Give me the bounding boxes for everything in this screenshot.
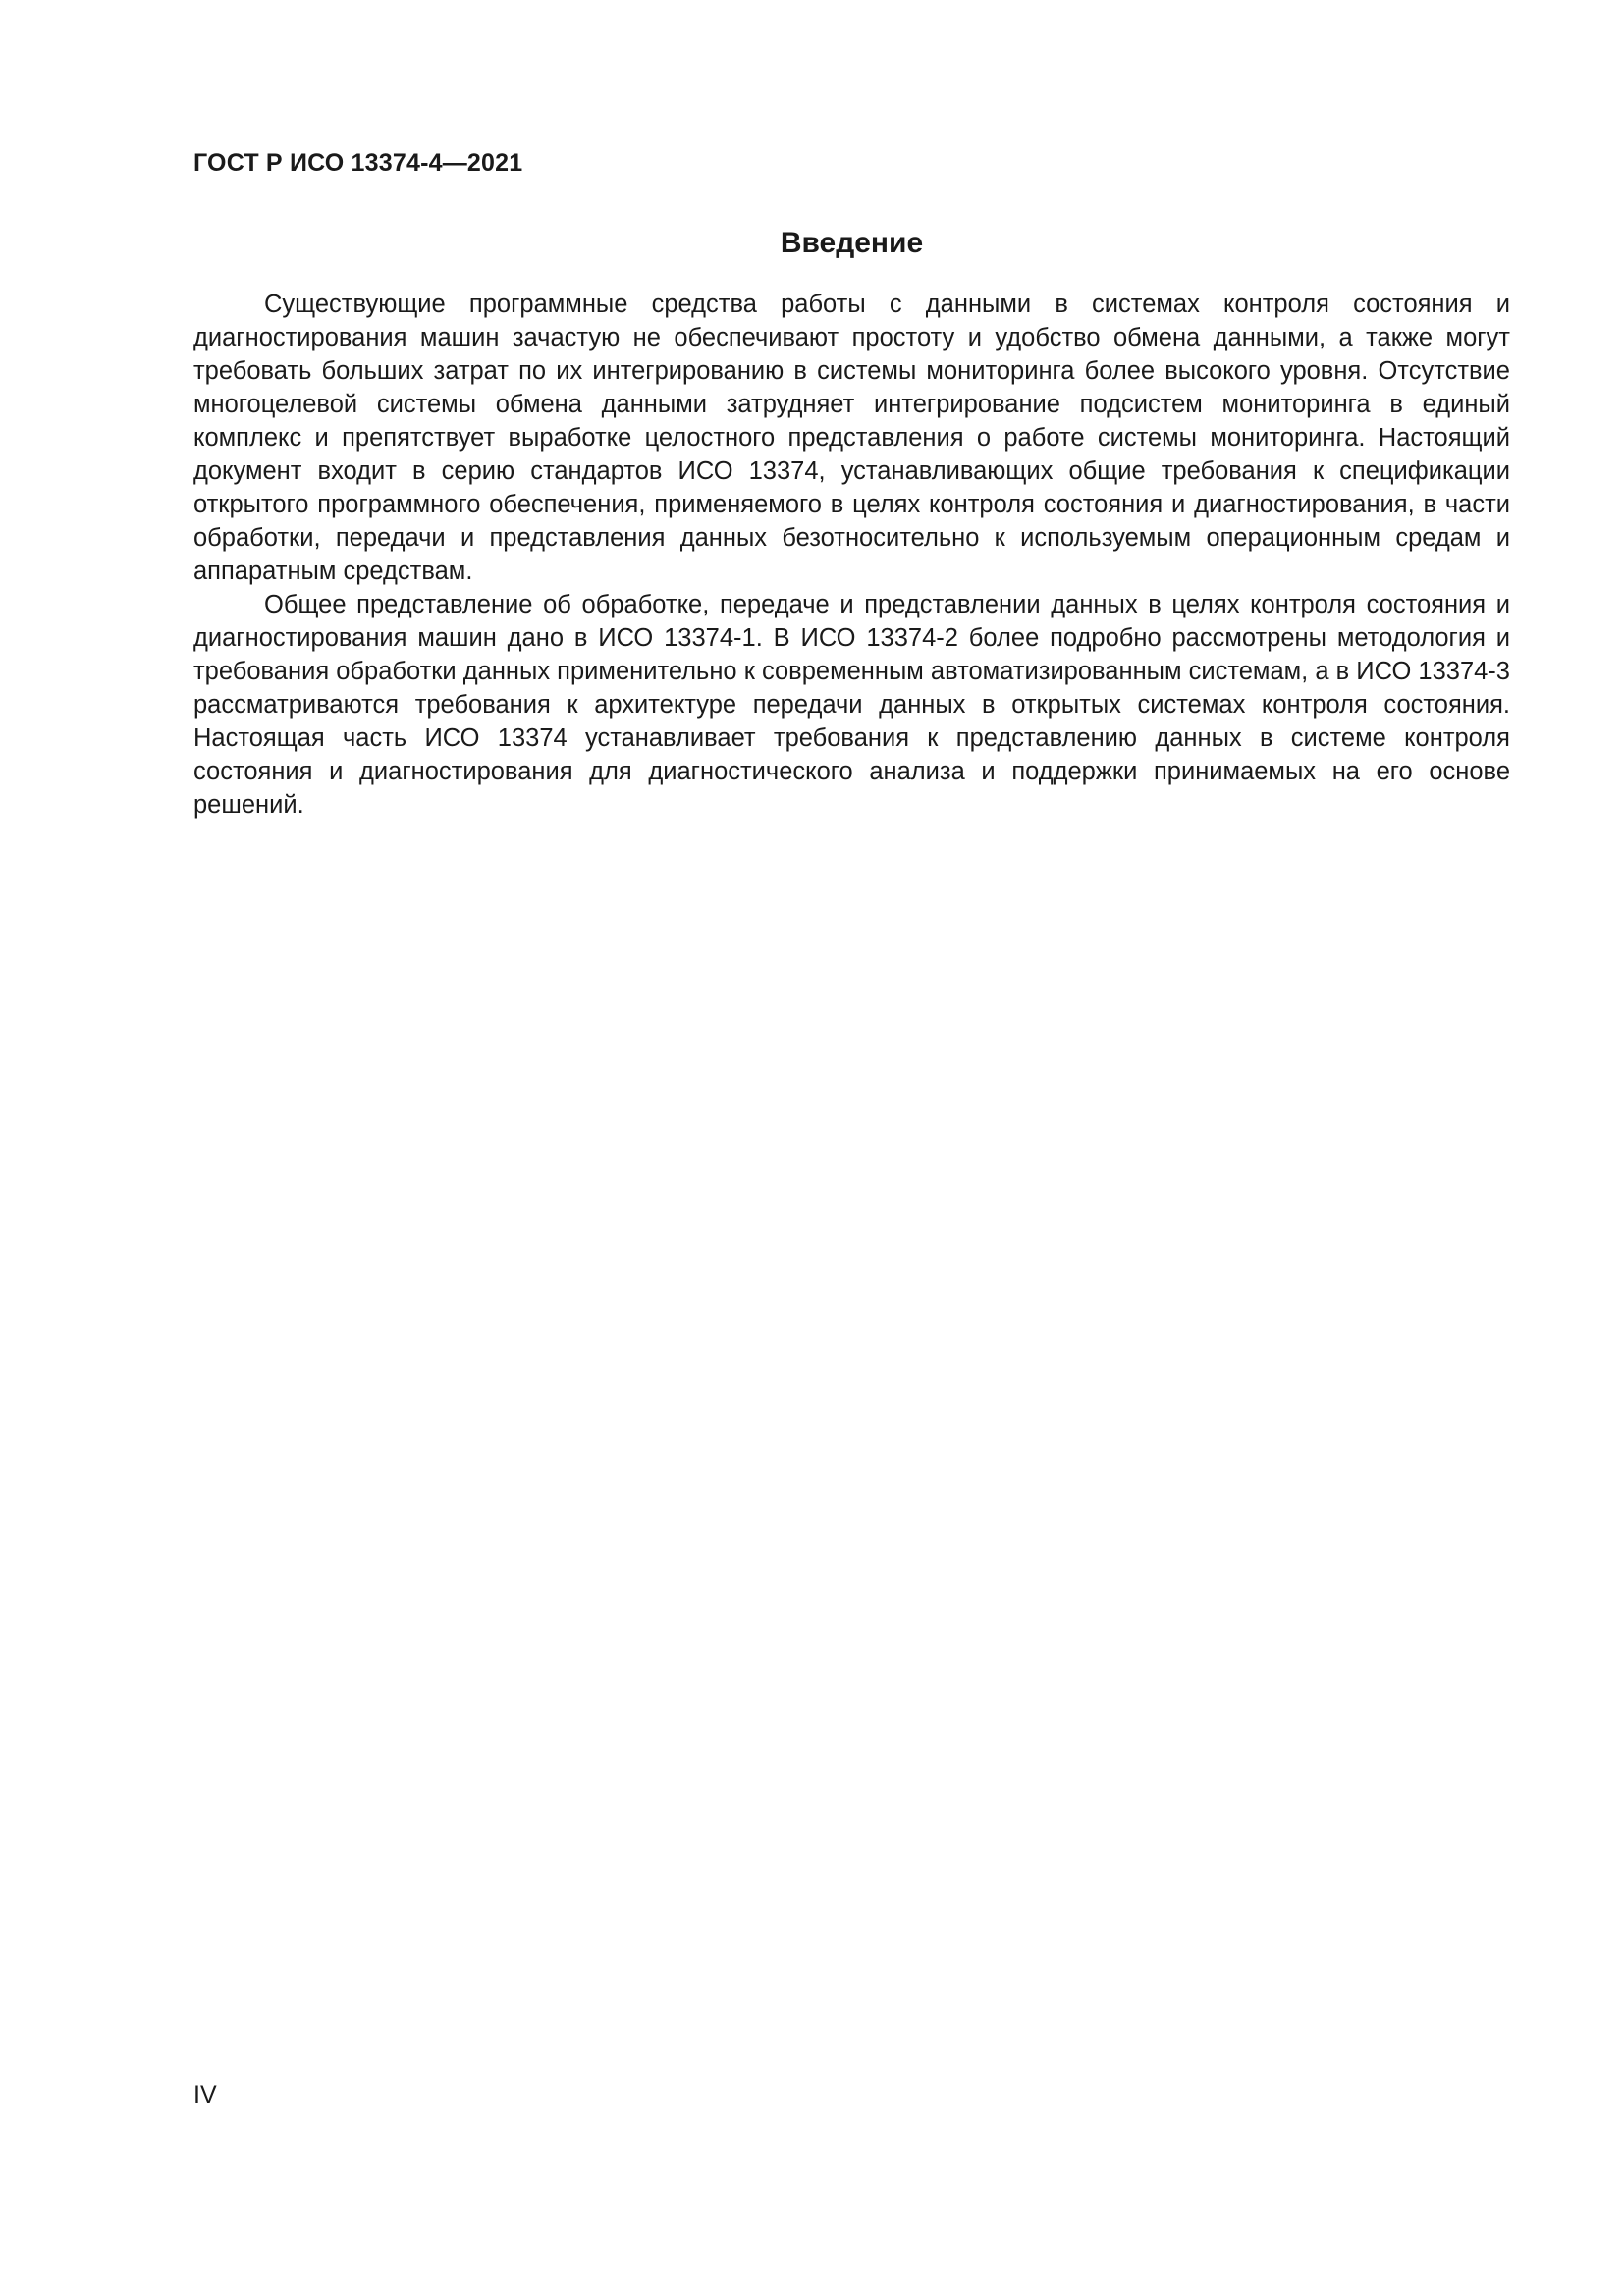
standard-number-header: ГОСТ Р ИСО 13374-4—2021 — [193, 149, 523, 177]
paragraph: Общее представление об обработке, передаче и представлении данных в целях контроля состояния и диагностирования машин дано в ИСО 13374-1. В ИСО 13374-2 более подробно рассмотрены методология и требования обработки данных применительно к современным автоматизированным системам, а в ИСО 13374-3 рассматриваются требования к архитектуре передачи данных в открытых системах контроля состояния. Настоящая часть ИСО 13374 устанавливает требования к представлению данных в системе контроля состояния и диагностирования для диагностического анализа и поддержки принимаемых на его основе решений. — [193, 591, 1510, 819]
section-title: Введение — [780, 227, 924, 259]
page-number: IV — [193, 2081, 217, 2109]
introduction-body — [193, 288, 1510, 822]
paragraph: Существующие программные средства работы с данными в системах контроля состояния и диагностирования машин зачастую не обеспечивают простоту и удобство обмена данными, а также могут требовать больших затрат по их интегрированию в системы мониторинга более высокого уровня. Отсутствие многоцелевой системы обмена данными затрудняет интегрирование подсистем мониторинга в единый комплекс и препятствует выработке целостного представления о работе системы мониторинга. Настоящий документ входит в серию стандартов ИСО 13374, устанавливающих общие требования к спецификации открытого программного обеспечения, применяемого в целях контроля состояния и диагностирования, в части обработки, передачи и представления данных безотносительно к используемым операционным средам и аппаратным средствам. — [193, 291, 1510, 585]
